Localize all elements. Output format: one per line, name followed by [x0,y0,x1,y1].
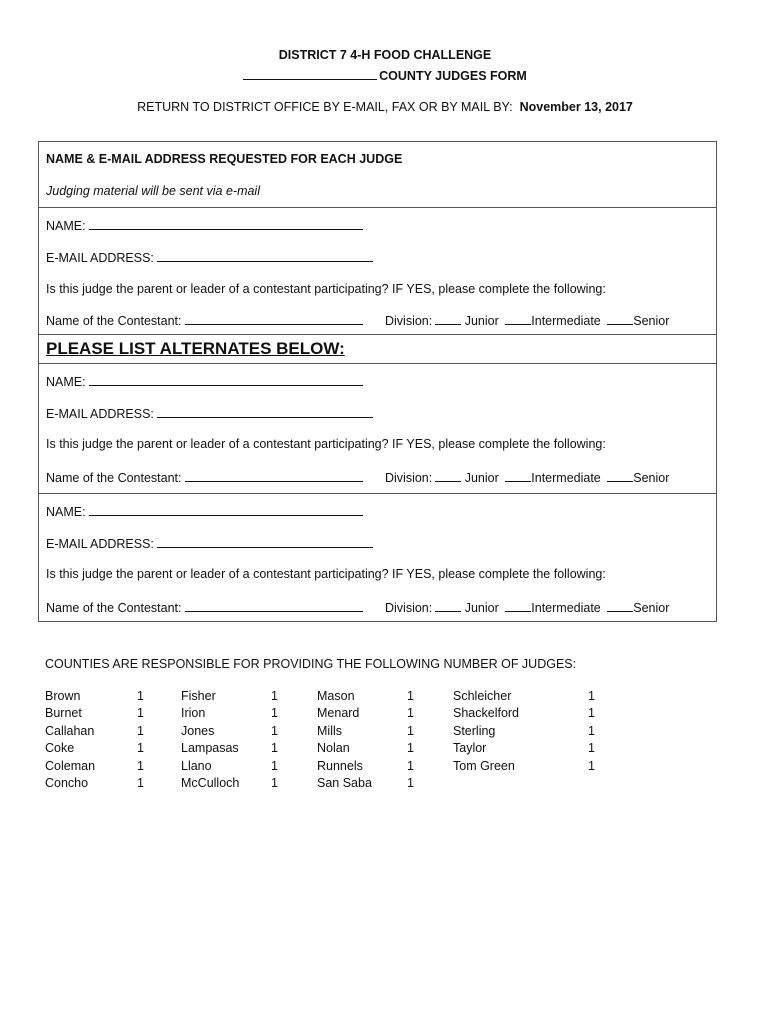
junior-label: Junior [464,314,499,328]
alternates-heading: PLEASE LIST ALTERNATES BELOW: [46,339,345,358]
county-name: Runnels [317,758,363,773]
county-judge-count: 1 [588,706,595,721]
county-name: Burnet [45,706,82,721]
county-name: Schleicher [453,689,512,703]
county-name: San Saba [317,776,372,790]
return-text: RETURN TO DISTRICT OFFICE BY E-MAIL, FAX OR BY MAIL BY: [137,100,513,114]
county-name: Coke [45,741,75,756]
counties-heading: COUNTIES ARE RESPONSIBLE FOR PROVIDING THE FOLLOWING NUMBER OF JUDGES: [45,657,577,671]
intermediate-label: Intermediate [531,601,601,615]
county-name: Shackelford [453,706,520,721]
divider [39,207,716,208]
judge-name-field[interactable] [89,217,363,230]
alt1-email-field[interactable] [157,405,373,418]
alt2-contestant-row [46,599,363,615]
alt1-name-row [46,373,363,389]
county-judge-count: 1 [137,758,144,773]
name-label: NAME: [46,375,86,389]
county-judge-count: 1 [271,706,278,721]
division-row [385,312,669,328]
county-name: Lampasas [181,741,239,756]
county-name-blank[interactable] [243,67,377,80]
parent-question: Is this judge the parent or leader of a contestant participating? IF YES, please complete the following: [46,437,606,451]
email-label: E-MAIL ADDRESS: [46,407,154,421]
county-name: Jones [181,723,215,738]
county-judge-count: 1 [407,723,414,738]
county-name: Mills [317,723,342,738]
county-name: Fisher [181,689,216,703]
county-judge-count: 1 [137,689,144,703]
county-judge-count: 1 [271,776,278,790]
county-name: Sterling [453,723,496,738]
name-label: NAME: [46,505,86,519]
county-judge-count: 1 [271,723,278,738]
county-judge-count: 1 [588,689,595,703]
county-name: Irion [181,706,206,721]
senior-blank[interactable] [607,599,633,612]
intermediate-label: Intermediate [531,314,601,328]
junior-blank[interactable] [435,469,461,482]
parent-question: Is this judge the parent or leader of a contestant participating? IF YES, please complete the following: [46,567,606,581]
county-name: Menard [317,706,360,721]
division-label: Division: [385,601,433,615]
alt1-email-row [46,405,373,421]
alt1-division-row [385,469,669,485]
county-judge-count: 1 [271,689,278,703]
alt1-contestant-row [46,469,363,485]
county-judge-count: 1 [137,706,144,721]
name-label: NAME: [46,219,86,233]
county-judge-count: 1 [588,723,595,738]
judge-email-field[interactable] [157,249,373,262]
intermediate-blank[interactable] [505,312,531,325]
contestant-label: Name of the Contestant: [46,314,182,328]
alt2-division-row [385,599,669,615]
county-name: Coleman [45,758,96,773]
email-label: E-MAIL ADDRESS: [46,537,154,551]
senior-blank[interactable] [607,469,633,482]
alt1-contestant-field[interactable] [185,469,363,482]
county-judge-count: 1 [271,741,278,756]
divider [39,334,716,335]
judge-name-row [46,217,363,233]
return-instructions [0,100,770,114]
division-label: Division: [385,314,433,328]
intermediate-label: Intermediate [531,471,601,485]
senior-label: Senior [633,471,670,485]
county-judge-count: 1 [588,758,595,773]
email-label: E-MAIL ADDRESS: [46,251,154,265]
divider [39,363,716,364]
county-name: Tom Green [453,758,515,773]
form-title: DISTRICT 7 4-H FOOD CHALLENGE [278,48,492,62]
county-name: Brown [45,689,81,703]
county-judge-count: 1 [271,758,278,773]
form-subtitle-text: COUNTY JUDGES FORM [379,69,527,83]
senior-blank[interactable] [607,312,633,325]
deadline-date: November 13, 2017 [519,100,633,114]
contestant-field[interactable] [185,312,363,325]
county-judge-count: 1 [137,723,144,738]
junior-blank[interactable] [435,599,461,612]
county-judge-count: 1 [137,741,144,756]
county-judge-count: 1 [407,776,414,790]
county-name: Llano [181,758,212,773]
senior-label: Senior [633,601,670,615]
county-judge-count: 1 [407,689,414,703]
alt2-contestant-field[interactable] [185,599,363,612]
county-judge-count: 1 [407,706,414,721]
alt2-name-field[interactable] [89,503,363,516]
judge-email-row [46,249,373,265]
county-judge-count: 1 [137,776,144,790]
intermediate-blank[interactable] [505,469,531,482]
junior-label: Junior [464,471,499,485]
judges-form [38,141,717,622]
county-name: Callahan [45,723,95,738]
county-name: Mason [317,689,355,703]
county-name: Taylor [453,741,487,756]
contestant-label: Name of the Contestant: [46,471,182,485]
county-name: Concho [45,776,89,790]
contestant-label: Name of the Contestant: [46,601,182,615]
county-judge-count: 1 [588,741,595,756]
junior-blank[interactable] [435,312,461,325]
county-judge-count: 1 [407,758,414,773]
alt1-name-field[interactable] [89,373,363,386]
alt2-email-field[interactable] [157,535,373,548]
county-name: Nolan [317,741,350,756]
junior-label: Junior [464,601,499,615]
section-heading: NAME & E-MAIL ADDRESS REQUESTED FOR EACH JUDGE [46,152,403,166]
division-label: Division: [385,471,433,485]
intermediate-blank[interactable] [505,599,531,612]
email-note: Judging material will be sent via e-mail [46,184,260,198]
senior-label: Senior [633,314,670,328]
contestant-row [46,312,363,328]
alt2-email-row [46,535,373,551]
form-subtitle [0,67,770,83]
county-name: McCulloch [181,776,240,790]
alt2-name-row [46,503,363,519]
county-judge-count: 1 [407,741,414,756]
parent-question: Is this judge the parent or leader of a contestant participating? IF YES, please complete the following: [46,282,606,296]
divider [39,493,716,494]
